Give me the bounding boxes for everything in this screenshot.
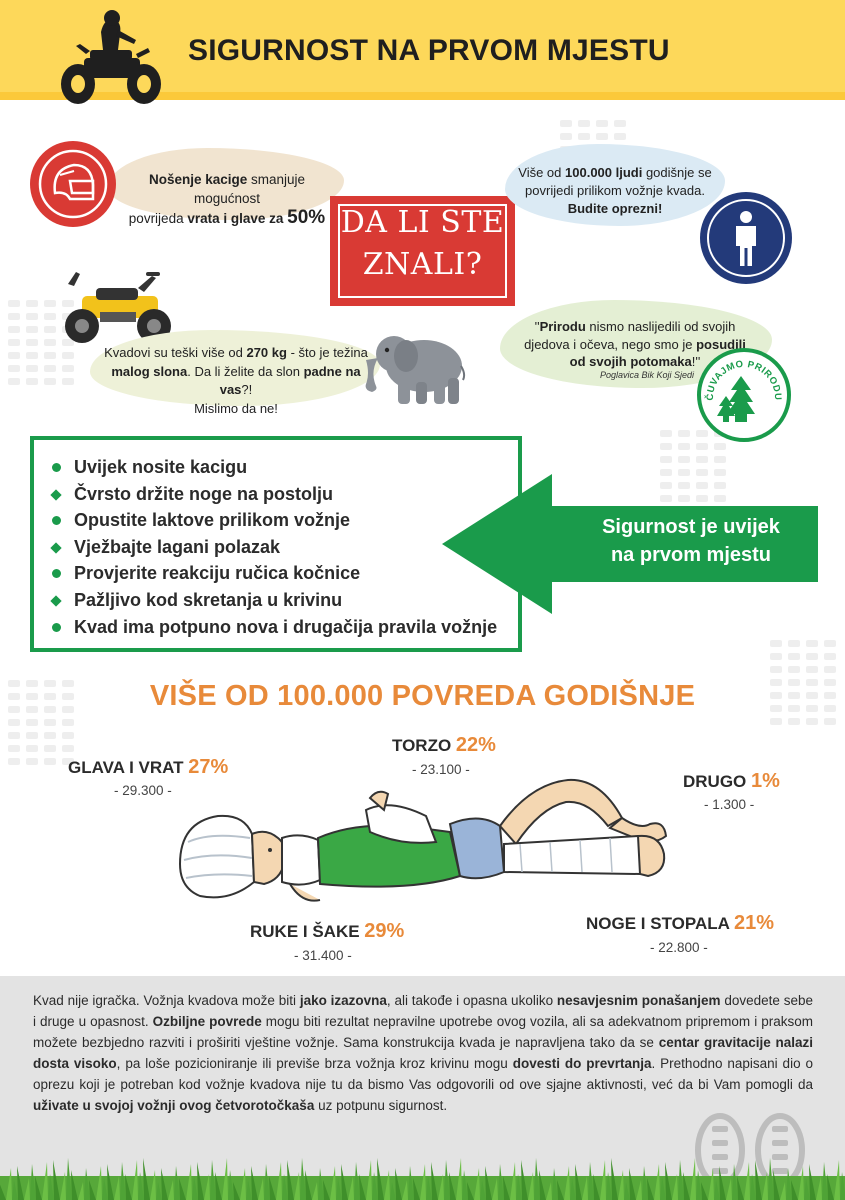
safety-tip-item: Kvad ima potpuno nova i drugačija pravila vožnje — [52, 614, 497, 641]
safety-tip-item: Vježbajte lagani polazak — [52, 534, 497, 561]
tree-icon — [701, 352, 787, 438]
weight-fact-text: Kvadovi su teški više od 270 kg - što je težina malog slona. Da li želite da slon padne na vas?! Mislimo da ne! — [104, 345, 368, 416]
info-paragraph: Kvad nije igračka. Vožnja kvadova može biti jako izazovna, ali takođe i opasna ukoliko nesavjesnim ponašanjem dovedete sebe i druge u opasnost. Ozbiljne povrede mogu biti rezultat nepravilne upotrebe ovog vozila, ali sa adekvatnom pripremom i praksom možete bezbjedno razviti i proširiti vještine vožnje. Sama konstrukcija kvada je napravljena tako da se centar gravitacije nalazi dosta visoko, pa loše pozicioniranje ili previše brza vožnja kroz krivinu mogu dovesti do prevrtanja. Prethodno napisani dio o oprezu koji je potreban kod vožnje kvadova nije tu da bismo Vas odgovorili od ove sjajne aktivnosti, već da bi Vam pomogli da uživate u svojoj vožnji ovog četvorotočkaša uz potpunu sigurnost. — [33, 993, 813, 1113]
stat-head-label: GLAVA I VRAT 27% — [68, 756, 229, 778]
injured-person-illustration — [170, 772, 682, 924]
bullet-icon — [50, 542, 61, 553]
helmet-icon — [30, 141, 116, 227]
bullet-icon — [52, 569, 61, 578]
nature-quote-text: ''Prirodu nismo naslijedili od svojih djedova i očeva, nego smo je posudili od svojih potomaka!'' — [524, 319, 746, 369]
helmet-fact-text: Nošenje kacige smanjuje mogućnost povrijeda vrata i glave za 50% — [128, 172, 326, 228]
bullet-icon — [52, 623, 61, 632]
quote-author: Poglavica Bik Koji Sjedi — [600, 370, 695, 380]
safety-tip-item: Opustite laktove prilikom vožnje — [52, 507, 497, 534]
stat-legs-count: - 22.800 - — [650, 940, 708, 955]
header-banner — [0, 0, 845, 100]
atv-rider-icon — [56, 6, 166, 110]
stat-other-count: - 1.300 - — [704, 797, 755, 812]
svg-text:ČUVAJMO PRIRODU: ČUVAJMO PRIRODU — [704, 358, 784, 401]
safety-tip-item: Uvijek nosite kacigu — [52, 454, 497, 481]
stat-torso-count: - 23.100 - — [412, 762, 470, 777]
person-badge — [700, 192, 792, 284]
grass-border — [0, 1140, 845, 1200]
bullet-icon — [52, 463, 61, 472]
safety-tip-item: Čvrsto držite noge na postolju — [52, 481, 497, 508]
safety-tip-item: Provjerite reakciju ručica kočnice — [52, 560, 497, 587]
injury-stats-title: VIŠE OD 100.000 POVREDA GODIŠNJE — [149, 680, 696, 712]
bullet-icon — [50, 489, 61, 500]
stat-torso-label: TORZO 22% — [392, 734, 496, 756]
did-you-know-badge: DA LI STE ZNALI? — [330, 196, 515, 306]
safety-tips-list — [52, 454, 497, 640]
arrow-callout-text: Sigurnost je uvijek na prvom mjestu — [602, 516, 780, 566]
helmet-badge — [30, 141, 116, 227]
stat-arms-label: RUKE I ŠAKE 29% — [250, 920, 405, 942]
safety-tip-item: Pažljivo kod skretanja u krivinu — [52, 587, 497, 614]
stat-arms-count: - 31.400 - — [294, 948, 352, 963]
injured-fact-text: Više od 100.000 ljudi godišnje se povrijedi prilikom vožnje kvada. Budite oprezni! — [518, 165, 712, 216]
stat-legs-label: NOGE I STOPALA 21% — [586, 912, 775, 934]
bullet-icon — [50, 595, 61, 606]
stat-other-label: DRUGO 1% — [683, 770, 780, 792]
stat-head-count: - 29.300 - — [114, 783, 172, 798]
person-icon — [700, 192, 792, 284]
page-title: SIGURNOST NA PRVOM MJESTU — [188, 34, 670, 67]
bullet-icon — [52, 516, 61, 525]
elephant-icon — [362, 330, 466, 408]
nature-badge — [697, 348, 791, 442]
